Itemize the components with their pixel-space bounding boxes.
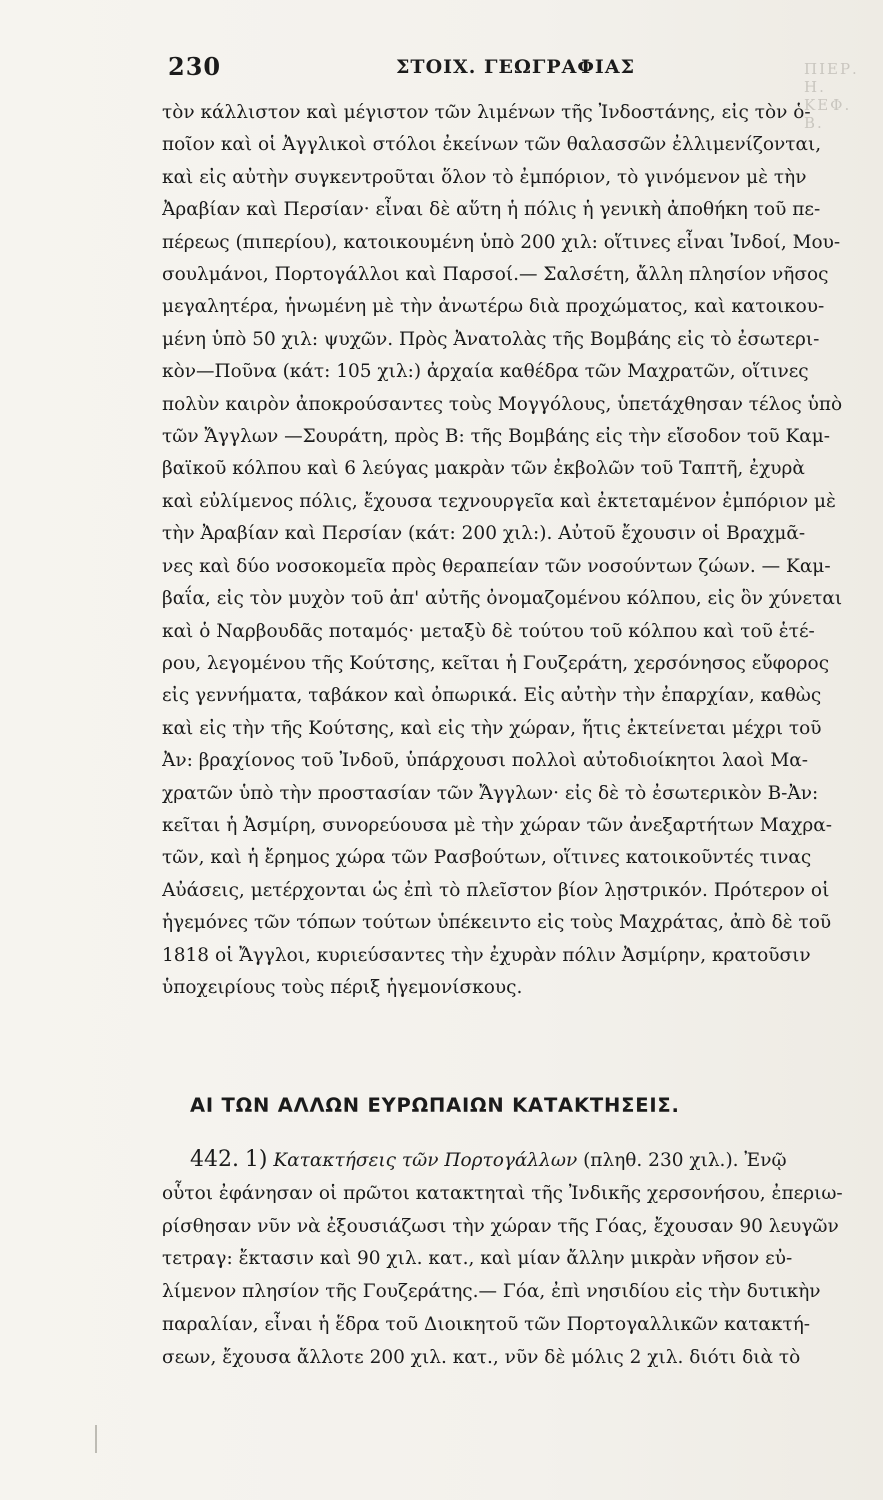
text-line: ὑποχειρίους τοὺς πέριξ ἡγεμονίσκους.: [162, 976, 523, 998]
text-line: τῶν Ἄγγλων —Σουράτη, πρὸς Β: τῆς Βομβάης εἰς τὴν εἴσοδον τοῦ Καμ-: [162, 426, 831, 448]
first-line-rest: (πληθ. 230 χιλ.). Ἐνῷ: [583, 1150, 787, 1171]
text-line: εἰς γεννήματα, ταβάκον καὶ ὀπωρικά. Εἰς αὐτὴν τὴν ἐπαρχίαν, καθὼς: [162, 685, 822, 707]
text-line: Αὐάσεις, μετέρχονται ὡς ἐπὶ τὸ πλεῖστον βίον λῃστρικόν. Πρότερον οἱ: [162, 879, 830, 901]
text-line: οὗτοι ἐφάνησαν οἱ πρῶτοι κατακτηταὶ τῆς Ἰνδικῆς χερσονήσου, ἐπεριω-: [162, 1182, 843, 1204]
text-line: νες καὶ δύο νοσοκομεῖα πρὸς θεραπείαν τῶν νοσούντων ζώων. — Καμ-: [162, 555, 831, 577]
text-line: κὸν—Ποῦνα (κάτ: 105 χιλ:) ἀρχαία καθέδρα τῶν Μαχρατῶν, οἵτινες: [162, 361, 809, 383]
main-paragraph: [162, 97, 852, 1004]
text-line: καὶ ὁ Ναρβουδᾶς ποταμός· μεταξὺ δὲ τούτου τοῦ κόλπου καὶ τοῦ ἑτέ-: [162, 620, 815, 642]
text-line: λίμενον πλησίον τῆς Γουζεράτης.— Γόα, ἐπὶ νησιδίου εἰς τὴν δυτικὴν: [162, 1281, 821, 1303]
text-line: καὶ εἰς τὴν τῆς Κούτσης, καὶ εἰς τὴν χώραν, ἥτις ἐκτείνεται μέχρι τοῦ: [162, 717, 822, 739]
text-line: κεῖται ἡ Ἀσμίρη, συνορεύουσα μὲ τὴν χώραν τῶν ἀνεξαρτήτων Μαχρα-: [162, 814, 832, 836]
text-line: παραλίαν, εἶναι ἡ ἕδρα τοῦ Διοικητοῦ τῶν Πορτογαλλικῶν κατακτή-: [162, 1313, 811, 1335]
text-line: καὶ εἰς αὐτὴν συγκεντροῦται ὅλον τὸ ἐμπόριον, τὸ γινόμενον μὲ τὴν: [162, 166, 807, 188]
text-line: σεων, ἔχουσα ἄλλοτε 200 χιλ. κατ., νῦν δὲ μόλις 2 χιλ. διότι διὰ τὸ: [162, 1346, 801, 1368]
text-line: καὶ εὐλίμενος πόλις, ἔχουσα τεχνουργεῖα καὶ ἐκτεταμένον ἐμπόριον μὲ: [162, 490, 836, 512]
text-line: βαϊκοῦ κόλπου καὶ 6 λεύγας μακρὰν τῶν ἐκβολῶν τοῦ Ταπτῆ, ἐχυρὰ: [162, 458, 805, 480]
running-title: ΣΤΟΙΧ. ΓΕΩΓΡΑΦΙΑΣ: [396, 56, 635, 78]
bleed-through-text: ΠΙΕΡ. Η. ΚΕΦ. Β.: [804, 60, 859, 132]
text-line: 1818 οἱ Ἄγγλοι, κυριεύσαντες τὴν ἐχυρὰν πόλιν Ἀσμίρην, κρατοῦσιν: [162, 944, 811, 966]
text-line: Ἀραβίαν καὶ Περσίαν· εἶναι δὲ αὕτη ἡ πόλις ἡ γενικὴ ἀποθήκη τοῦ πε-: [162, 199, 821, 221]
text-line: μένη ὑπὸ 50 χιλ: ψυχῶν. Πρὸς Ἀνατολὰς τῆς Βομβάης εἰς τὸ ἐσωτερι-: [162, 328, 820, 350]
text-line: πολὺν καιρὸν ἀποκρούσαντες τοὺς Μογγόλους, ὑπετάχθησαν τέλος ὑπὸ: [162, 393, 843, 415]
text-line: σουλμάνοι, Πορτογάλλοι καὶ Παρσοί.— Σαλσέτη, ἄλλη πλησίον νῆσος: [162, 264, 829, 286]
section-paragraph: [162, 1144, 852, 1375]
text-line: μεγαλητέρα, ἡνωμένη μὲ τὴν ἀνωτέρω διὰ προχώματος, καὶ κατοικου-: [162, 296, 825, 318]
text-line: τῶν, καὶ ἡ ἔρημος χώρα τῶν Ρασβούτων, οἵτινες κατοικοῦντές τινας: [162, 847, 812, 869]
text-line: ρίσθησαν νῦν νὰ ἐξουσιάζωσι τὴν χώραν τῆς Γόας, ἔχουσαν 90 λευγῶν: [162, 1215, 839, 1237]
paragraph-first-line: [162, 1144, 852, 1178]
sub-number: 1): [244, 1147, 268, 1172]
text-line: χρατῶν ὑπὸ τὴν προστασίαν τῶν Ἄγγλων· εἰς δὲ τὸ ἐσωτερικὸν Β-Ἀν:: [162, 782, 819, 804]
margin-mark: [95, 1425, 97, 1453]
text-line: πέρεως (πιπερίου), κατοικουμένη ὑπὸ 200 χιλ: οἵτινες εἶναι Ἰνδοί, Μου-: [162, 231, 841, 253]
paragraph-number: 442.: [190, 1147, 239, 1172]
italic-title: Κατακτήσεις τῶν Πορτογάλλων: [273, 1150, 578, 1171]
text-line: τετραγ: ἔκτασιν καὶ 90 χιλ. κατ., καὶ μίαν ἄλλην μικρὰν νῆσον εὐ-: [162, 1248, 793, 1270]
text-line: Ἀν: βραχίονος τοῦ Ἰνδοῦ, ὑπάρχουσι πολλοὶ αὐτοδιοίκητοι λαοὶ Μα-: [162, 750, 809, 772]
text-line: ἡγεμόνες τῶν τόπων τούτων ὑπέκειντο εἰς τοὺς Μαχράτας, ἀπὸ δὲ τοῦ: [162, 912, 832, 934]
text-line: ρου, λεγομένου τῆς Κούτσης, κεῖται ἡ Γουζεράτη, χερσόνησος εὔφορος: [162, 652, 830, 674]
text-line: βαΐα, εἰς τὸν μυχὸν τοῦ ἀπ' αὐτῆς ὀνομαζομένου κόλπου, εἰς ὃν χύνεται: [162, 588, 843, 610]
page-number: 230: [168, 52, 222, 81]
section-heading: ΑΙ ΤΩΝ ΑΛΛΩΝ ΕΥΡΩΠΑΙΩΝ ΚΑΤΑΚΤΗΣΕΙΣ.: [190, 1094, 680, 1117]
text-line: ποῖον καὶ οἱ Ἀγγλικοὶ στόλοι ἐκείνων τῶν θαλασσῶν ἐλλιμενίζονται,: [162, 134, 822, 156]
text-line: τὴν Ἀραβίαν καὶ Περσίαν (κάτ: 200 χιλ:). Αὐτοῦ ἔχουσιν οἱ Βραχμᾶ-: [162, 523, 806, 545]
text-line: τὸν κάλλιστον καὶ μέγιστον τῶν λιμένων τῆς Ἰνδοστάνης, εἰς τὸν ὁ-: [162, 102, 811, 123]
